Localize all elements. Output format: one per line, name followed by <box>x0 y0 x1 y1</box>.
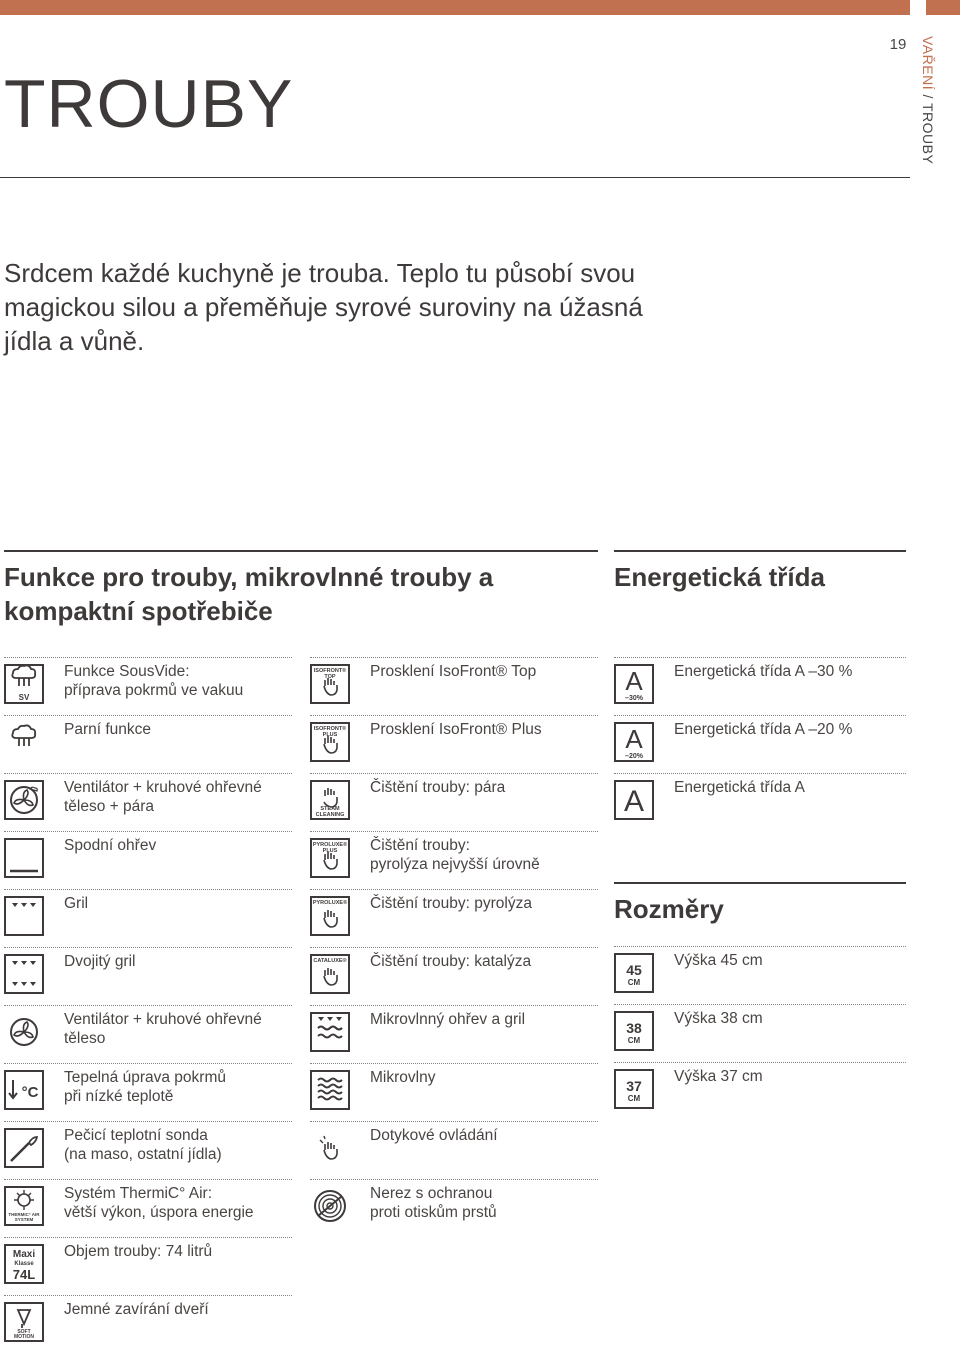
top-accent-bar <box>0 0 910 15</box>
row-divider <box>4 1121 292 1122</box>
probe-icon <box>4 1128 44 1168</box>
feature-label: Parní funkce <box>64 721 152 738</box>
isofront-plus-icon <box>310 722 350 762</box>
row-divider <box>614 946 906 947</box>
feature-label: Výška 38 cm <box>674 1010 763 1027</box>
svg-text:ISOFRONT®: ISOFRONT® <box>313 668 347 674</box>
feature-label: Energetická třída A <box>674 779 805 796</box>
svg-text:Klasse: Klasse <box>14 1261 34 1267</box>
page-title: TROUBY <box>4 66 294 142</box>
svg-text:A: A <box>623 785 645 818</box>
feature-label: Systém ThermiC° Air: větší výkon, úspora energie <box>64 1185 254 1221</box>
feature-row <box>4 657 292 715</box>
svg-text:SV: SV <box>18 693 30 702</box>
energy-a-icon <box>614 780 654 820</box>
thermic-air-icon <box>4 1186 44 1226</box>
feature-label: Objem trouby: 74 litrů <box>64 1243 213 1260</box>
feature-label: Tepelná úprava pokrmů při nízké teplotě <box>64 1069 226 1105</box>
row-divider <box>614 715 906 716</box>
functions-divider <box>4 550 598 552</box>
svg-text:SYSTEM: SYSTEM <box>14 1217 34 1222</box>
bottom-heat-icon <box>4 838 44 878</box>
feature-row <box>310 889 598 947</box>
row-divider <box>310 773 598 774</box>
row-divider <box>310 947 598 948</box>
fan-icon <box>4 1012 44 1052</box>
row-divider <box>310 1121 598 1122</box>
feature-row <box>4 1121 292 1179</box>
svg-text:–30%: –30% <box>625 695 643 702</box>
cataluxe-icon <box>310 954 350 994</box>
section-label-rest: / TROUBY <box>920 90 936 165</box>
feature-label: Energetická třída A –30 % <box>674 663 853 680</box>
feature-row <box>4 1237 292 1295</box>
row-divider <box>614 1004 906 1005</box>
isofront-top-icon <box>310 664 350 704</box>
feature-label: Dotykové ovládání <box>370 1127 498 1144</box>
feature-row <box>310 1179 598 1237</box>
feature-row <box>310 1121 598 1179</box>
touch-control-icon <box>310 1128 350 1168</box>
feature-label: Spodní ohřev <box>64 837 157 854</box>
row-divider <box>614 773 906 774</box>
feature-label: Nerez s ochranou proti otiskům prstů <box>370 1185 497 1221</box>
sousvide-icon <box>4 664 44 704</box>
svg-text:A: A <box>625 724 643 754</box>
svg-text:CM: CM <box>627 978 641 987</box>
feature-label: Čištění trouby: katalýza <box>370 953 532 970</box>
feature-label: Výška 37 cm <box>674 1068 763 1085</box>
svg-text:MOTION: MOTION <box>14 1334 34 1340</box>
energy-divider <box>614 550 906 552</box>
height-38-icon <box>614 1011 654 1051</box>
feature-label: Dvojitý gril <box>64 953 136 970</box>
svg-text:THERMIC° AIR: THERMIC° AIR <box>8 1212 40 1217</box>
grill-icon <box>4 896 44 936</box>
row-divider <box>310 1005 598 1006</box>
svg-text:PYROLUXE®: PYROLUXE® <box>312 842 348 848</box>
row-divider <box>310 1179 598 1180</box>
row-divider <box>4 1237 292 1238</box>
row-divider <box>310 1063 598 1064</box>
page-number: 19 <box>889 36 907 53</box>
steam-icon <box>4 722 44 762</box>
dimension-row <box>614 1004 906 1062</box>
feature-row <box>4 1063 292 1121</box>
maxi-klasse-icon <box>4 1244 44 1284</box>
feature-label: Gril <box>64 895 89 912</box>
row-divider <box>4 1295 292 1296</box>
row-divider <box>310 889 598 890</box>
microwave-icon <box>310 1070 350 1110</box>
feature-label: Čištění trouby: pára <box>370 779 506 796</box>
energy-a-20-icon <box>614 722 654 762</box>
row-divider <box>4 657 292 658</box>
svg-text:PLUS: PLUS <box>322 732 338 738</box>
feature-row <box>4 1179 292 1237</box>
pyroluxe-plus-icon <box>310 838 350 878</box>
height-45-icon <box>614 953 654 993</box>
feature-row <box>4 715 292 773</box>
feature-label: Energetická třída A –20 % <box>674 721 853 738</box>
row-divider <box>310 715 598 716</box>
svg-text:–20%: –20% <box>625 753 643 760</box>
feature-label: Pečicí teplotní sonda (na maso, ostatní jídla) <box>64 1127 222 1163</box>
feature-row <box>4 947 292 1005</box>
row-divider <box>4 1005 292 1006</box>
svg-text:CM: CM <box>627 1036 641 1045</box>
feature-row <box>4 889 292 947</box>
feature-label: Funkce SousVide: příprava pokrmů ve vakuu <box>64 663 244 699</box>
row-divider <box>4 831 292 832</box>
feature-row <box>310 715 598 773</box>
steam-cleaning-icon <box>310 780 350 820</box>
svg-text:CATALUXE®: CATALUXE® <box>313 958 347 964</box>
energy-class-row <box>614 715 906 773</box>
feature-label: Prosklení IsoFront® Plus <box>370 721 542 738</box>
row-divider <box>614 1062 906 1063</box>
microwave-grill-icon <box>310 1012 350 1052</box>
double-grill-icon <box>4 954 44 994</box>
feature-label: Čištění trouby: pyrolýza <box>370 895 532 912</box>
feature-row <box>4 1005 292 1063</box>
svg-text:°C: °C <box>21 1084 39 1101</box>
feature-label: Mikrovlny <box>370 1069 436 1086</box>
feature-row <box>310 947 598 1005</box>
row-divider <box>4 889 292 890</box>
feature-label: Prosklení IsoFront® Top <box>370 663 537 680</box>
svg-text:45: 45 <box>626 962 642 978</box>
feature-row <box>310 831 598 889</box>
svg-text:38: 38 <box>626 1020 642 1036</box>
svg-text:37: 37 <box>626 1078 642 1094</box>
pyroluxe-icon <box>310 896 350 936</box>
feature-label: Mikrovlnný ohřev a gril <box>370 1011 526 1028</box>
dimension-row <box>614 946 906 1004</box>
row-divider <box>4 947 292 948</box>
feature-row <box>310 1005 598 1063</box>
feature-label: Ventilátor + kruhové ohřevné těleso + pára <box>64 779 262 815</box>
svg-text:CM: CM <box>627 1094 641 1103</box>
svg-text:TOP: TOP <box>324 674 336 680</box>
height-37-icon <box>614 1069 654 1109</box>
svg-text:ISOFRONT®: ISOFRONT® <box>313 726 347 732</box>
feature-row <box>4 1295 292 1353</box>
energy-a-30-icon <box>614 664 654 704</box>
row-divider <box>4 773 292 774</box>
dimensions-title: Rozměry <box>614 894 724 924</box>
soft-motion-icon <box>4 1302 44 1342</box>
dimension-row <box>614 1062 906 1120</box>
feature-label: Výška 45 cm <box>674 952 763 969</box>
energy-class-row <box>614 657 906 715</box>
feature-row <box>4 831 292 889</box>
svg-text:SOFT: SOFT <box>17 1329 31 1335</box>
svg-text:A: A <box>625 666 643 696</box>
row-divider <box>614 657 906 658</box>
feature-row <box>310 773 598 831</box>
functions-title: Funkce pro trouby, mikrovlnné trouby a kompaktní spotřebiče <box>4 562 494 626</box>
feature-label: Čištění trouby: pyrolýza nejvyšší úrovně <box>370 837 540 873</box>
energy-class-row <box>614 773 906 831</box>
svg-text:74L: 74L <box>12 1267 36 1282</box>
feature-row <box>310 657 598 715</box>
row-divider <box>4 715 292 716</box>
fan-steam-icon <box>4 780 44 820</box>
section-label-accent: VAŘENÍ <box>920 36 936 91</box>
top-accent-bar-right <box>926 0 960 15</box>
svg-text:CLEANING: CLEANING <box>315 812 345 818</box>
row-divider <box>4 1063 292 1064</box>
row-divider <box>310 657 598 658</box>
feature-label: Jemné zavírání dveří <box>64 1301 209 1318</box>
row-divider <box>4 1179 292 1180</box>
svg-text:Maxi: Maxi <box>12 1249 36 1260</box>
antifingerprint-icon <box>310 1186 350 1226</box>
svg-text:PLUS: PLUS <box>322 848 338 854</box>
section-vertical-label <box>920 36 936 164</box>
feature-row <box>4 773 292 831</box>
svg-text:PYROLUXE®: PYROLUXE® <box>312 900 348 906</box>
low-temp-icon <box>4 1070 44 1110</box>
feature-row <box>310 1063 598 1121</box>
svg-text:STEAM: STEAM <box>320 806 340 812</box>
row-divider <box>310 831 598 832</box>
feature-label: Ventilátor + kruhové ohřevné těleso <box>64 1011 262 1047</box>
header-divider <box>0 177 910 178</box>
intro-text: Srdcem každé kuchyně je trouba. Teplo tu působí svou magickou silou a přeměňuje syrové suroviny na úžasná jídla a vůně. <box>4 258 643 356</box>
dimensions-divider <box>614 882 906 884</box>
energy-title: Energetická třída <box>614 562 825 592</box>
